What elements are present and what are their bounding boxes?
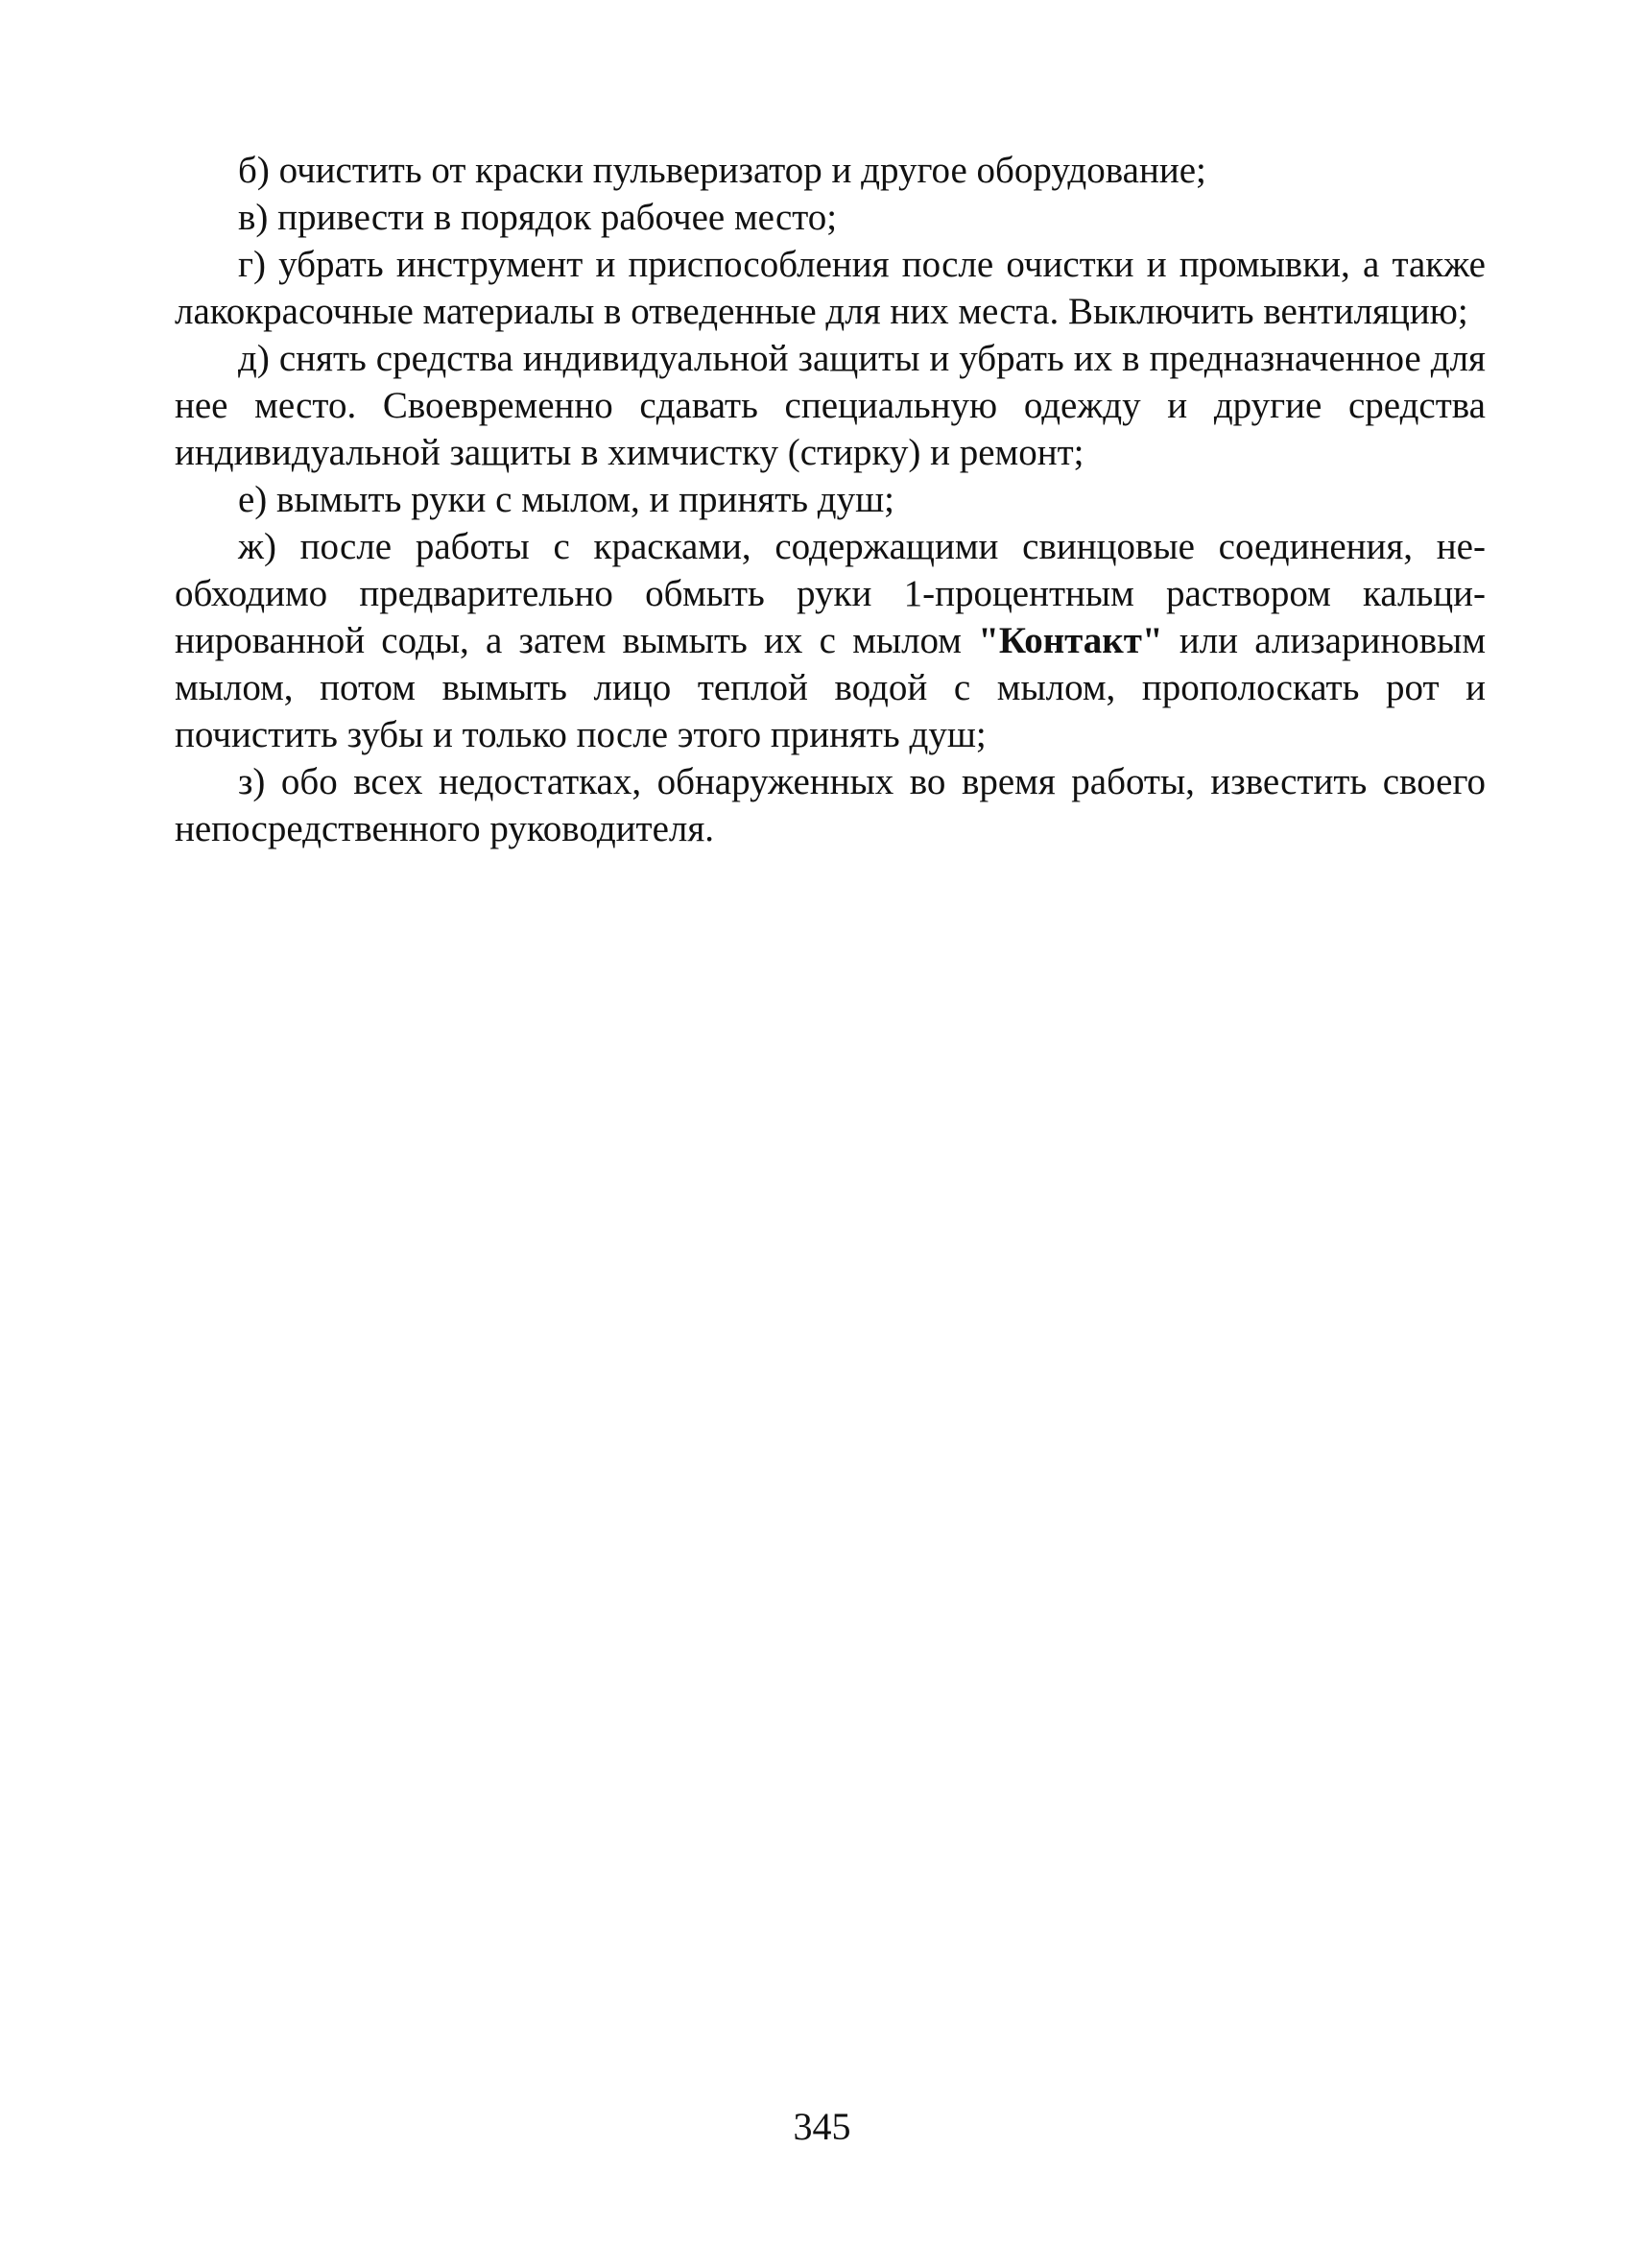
- paragraph-e: е) вымыть руки с мылом, и принять душ;: [238, 479, 894, 520]
- paragraph-zh-start: ж) после работы с красками, содержащими свинцовые соединения, необходимо предварительно обмыть руки 1-процентным раствором кальцинированной соды, а затем вымыть их с мылом: [175, 526, 1486, 661]
- soap-brand-name: "Контакт": [978, 620, 1163, 661]
- paragraph-v: в) привести в порядок рабочее место;: [238, 197, 838, 238]
- paragraph-zh: [175, 523, 1486, 758]
- paragraph-d: д) снять средства индивидуальной защиты и убрать их в предназначенное для нее место. Своевременно сдавать специальную одежду и другие средства индивидуальной защиты в химчистку (стирку) и ремонт;: [175, 338, 1486, 473]
- body-text: [175, 147, 1486, 852]
- paragraph-zh-end: или ализариновым мылом, потом вымыть лицо теплой водой с мылом, прополоскать рот и почистить зубы и только после этого принять душ;: [175, 620, 1486, 755]
- page-number: 345: [793, 2105, 851, 2148]
- paragraph-b: б) очистить от краски пульверизатор и другое оборудование;: [238, 150, 1206, 191]
- paragraph-g: г) убрать инструмент и приспособления после очистки и промывки, а также лакокрасочные материалы в отведенные для них места. Выключить вентиляцию;: [175, 244, 1486, 332]
- paragraph-z: з) обо всех недостатках, обнаруженных во время работы, известить своего непосредственного руководителя.: [175, 761, 1486, 849]
